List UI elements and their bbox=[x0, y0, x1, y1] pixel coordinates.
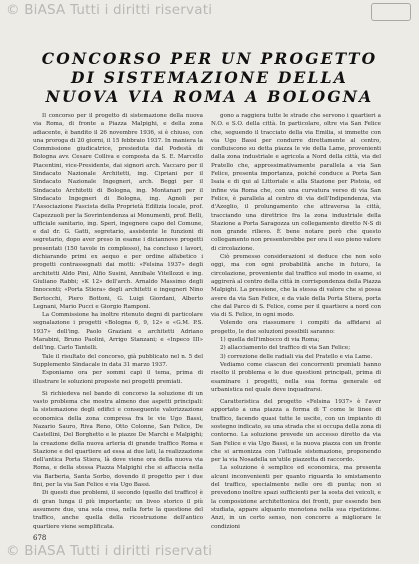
article-title-line-1: CONCORSO PER UN PROGETTO bbox=[41, 49, 378, 68]
paragraph: La soluzione è semplice ed economica, ma presenta alcuni inconvenienti per quanto riguarda lo smistamento del traffico, specialmente nelle ore di punta; non si prevedono inoltre spazi sufficienti per la sosta dei veicoli, e la composizione architettonica dei fronti, pur essendo ben studiata, appare alquanto monotona nella sua ripetizione. Anzi, in un certo senso, non concorre a migliorare le condizioni bbox=[211, 465, 381, 530]
list-item: 2) allacciamento del traffico di via San Felice; bbox=[220, 345, 351, 352]
paragraph: Il concorso per il progetto di sistemazione della nuova via Roma, di fronte a Piazza Malpighi, e della zona adiacente, è bandito il 26 novembre 1936, si è chiuso, con una proroga di 20 giorni, il 15 febbraio 1937. In maniera la Commissione giudicatrice, presieduta dal Podestà di Bologna avv. Cesare Colliva e composta da S. E. Marcello Piacentini, vice-Presidente, dai signori arch. Vaccaro per il Sindacato Nazionale Architetti, ing. Cipriani per il Sindacato Nazionale Ingegneri, arch. Beggi per il Sindacato Architetti di Bologna, ing. Montanari per il Sindacato Ingegneri di Bologna, ing. Agnoli per l'Associazione Fascista della Proprietà Edilizia locale, prof. Capezzuoli per la Sovrintendenza ai Monumenti, prof. Belli, ufficiale sanitario, ing. Speri, ingegnere capo del Comune, e dal dr. G. Gatti, segretario, assistente le funzioni di segretario, dopo aver preso in esame i diciannove progetti presentati (150 tavole in complesso), ha concluso i lavori, dichiarando primi ex aequo e per ordine alfabetico i progetti contrassegnati dai motti: «Felsina 1937» degli architetti Aldo Pini, Alfio Susini, Annibale Vitellozzi e ing. Giuliano Rabbi; «K 12» dell'arch. Arnaldo Massimo degli Innocenti; «Porta Stiera» degli architetti e ingegneri Nino Bertocchi, Piero Bottoni, G. Luigi Giordani, Alberto Legnani, Mario Pucci e Giorgio Ramponi. bbox=[33, 113, 203, 310]
paragraph: gono a raggiera tutte le strade che servono i quartieri a N.O. e S.O. della città. In particolare, oltre via San Felice che, seguendo il tracciato della via Emilia, si immette con via Ugo Bassi per condurre direttamente al centro, confluiscono su detta piazza le vie della Lame, provenienti dalla zona industriale e agricola a Nord della città, via del Pratello che, approssimativamente parallela a via San Felice, presenta importanza, poiché conduce a Porta San Isaia e di qui al Littoriale e alla Stazione per Pistoia, ed infine via Roma che, con una curvatura verso di via San Felice, è parallela al centro di via dell'Indipendenza, via d'Azeglio, il prolungamento che attraversa la città, tracciando una direttrice fra la zona industriale della Stazione a Porta Saragozza un collegamento diretto N-S di non grande rilievo. È bene notare però che questo collegamento non presenterebbe per ora il suo pieno valore di circolazione. bbox=[211, 113, 381, 252]
paragraph: Vediamo come ciascun dei concorrenti premiati hanno risolto il problema e le due questioni principali, prima di esaminare i progetti, nella sua forma generale ed urbanistica nel quale deve inquadrarsi. bbox=[211, 361, 381, 393]
paragraph: Tale il risultato del concorso, già pubblicato nel n. 5 del Supplemento Sindacale in data 31 marzo 1937. bbox=[33, 353, 203, 368]
paragraph: Caratteristica del progetto «Felsina 1937» è l'aver apportato a una piazza a forma di T come le linee di traffico, facendo quasi tutte le uscite, con un impianto di sostegno indicato, su una strada che si occupa della zona di contorno. La soluzione prevede un accesso diretto da via San Felice e via Ugo Bassi, e la nuova piazza con un fronte che si armonizza con l'attuale sistemazione, proponendo per la via Nosadella un'utile piazzetta di raccordo. bbox=[211, 399, 381, 464]
list-item: 1) quella dell'imbocco di via Roma; bbox=[220, 337, 320, 344]
paragraph: Si richiedeva nel bando di concorso la soluzione di un vasto problema che mostra almeno due aspetti principali: la sistemazione degli edifici e conseguente valorizzazione economica della zona compresa fra le vie Ugo Bassi, Nazario Sauro, Riva Reno, Otto Colonne, San Felice, De Castellini, Del Borghetto e le piazze De Marchi e Malpighi; la creazione della nuova arteria di grande traffico Roma e Stazione e del quartiere ad essa ai due lati, la realizzazione dell'antica Porta Stiera, là dove viene ora della nuova via Roma, e della stessa Piazza Malpighi che si affaccia nella via Barberia, Santa Sorbo, dovendo il progetto per i due fini, per la via San Felice e via Ugo Bassi. bbox=[33, 390, 203, 489]
article-title-line-2: DI SISTEMAZIONE DELLA bbox=[71, 68, 348, 87]
paragraph: Ciò premesso considerazioni si deduce che non solo oggi, ma con ogni probabilità anche in futuro, la circolazione, proveniente dal traffico sul modo in esame, si aggirerà al centro della città in corrispondenza della Piazza Malpighi. La pressione, che la stessa di valore che si possa avere da via San Felice, e da viale della Porta Stiera, porta che dal Parco di S. Felice, come per il quartiere a nord con via di S. Felice, in ogni modo. bbox=[211, 254, 381, 319]
paragraph: Di questi due problemi, il secondo (quello del traffico) è di gran lunga il più importante; un liveo storico il più assumere due, una sola cosa, nella forte la questione del traffico, anche quella della ricostruzione dell'antico quartiere viene semplificata. bbox=[33, 490, 203, 530]
paragraph: Esponiamo ora per sommi capi il tema, prima di illustrare le soluzioni proposte nei progetti premiati. bbox=[33, 370, 203, 385]
right-text-column bbox=[211, 112, 381, 530]
watermark-top: © BiASA Tutti i diritti riservati bbox=[6, 2, 213, 18]
article-title-line-3: NUOVA VIA ROMA A BOLOGNA bbox=[45, 87, 374, 106]
watermark-bottom: © BiASA Tutti i diritti riservati bbox=[6, 543, 213, 559]
list-item: 3) correzione delle radiali via del Pratello e via Lame. bbox=[220, 353, 373, 360]
left-text-column bbox=[33, 112, 203, 530]
library-stamp bbox=[371, 3, 411, 21]
paragraph: La Commissione ha inoltre ritenuto degni di particolare segnalazione i progetti «Bologna 6, 9, 12» e «G.M. P.S. 1937» dell'ing. Paolo Graziani e architetti Adriano Marabini, Bruno Paolini, Arrigo Stanzani; e «Inpeco III» dell'ing. Carlo Tantelli. bbox=[33, 312, 203, 352]
paragraph: Volendo ora riassumere i compiti da affidarsi al progetto, le due soluzioni possibili saranno: bbox=[211, 320, 381, 335]
page-number: 678 bbox=[33, 534, 47, 542]
